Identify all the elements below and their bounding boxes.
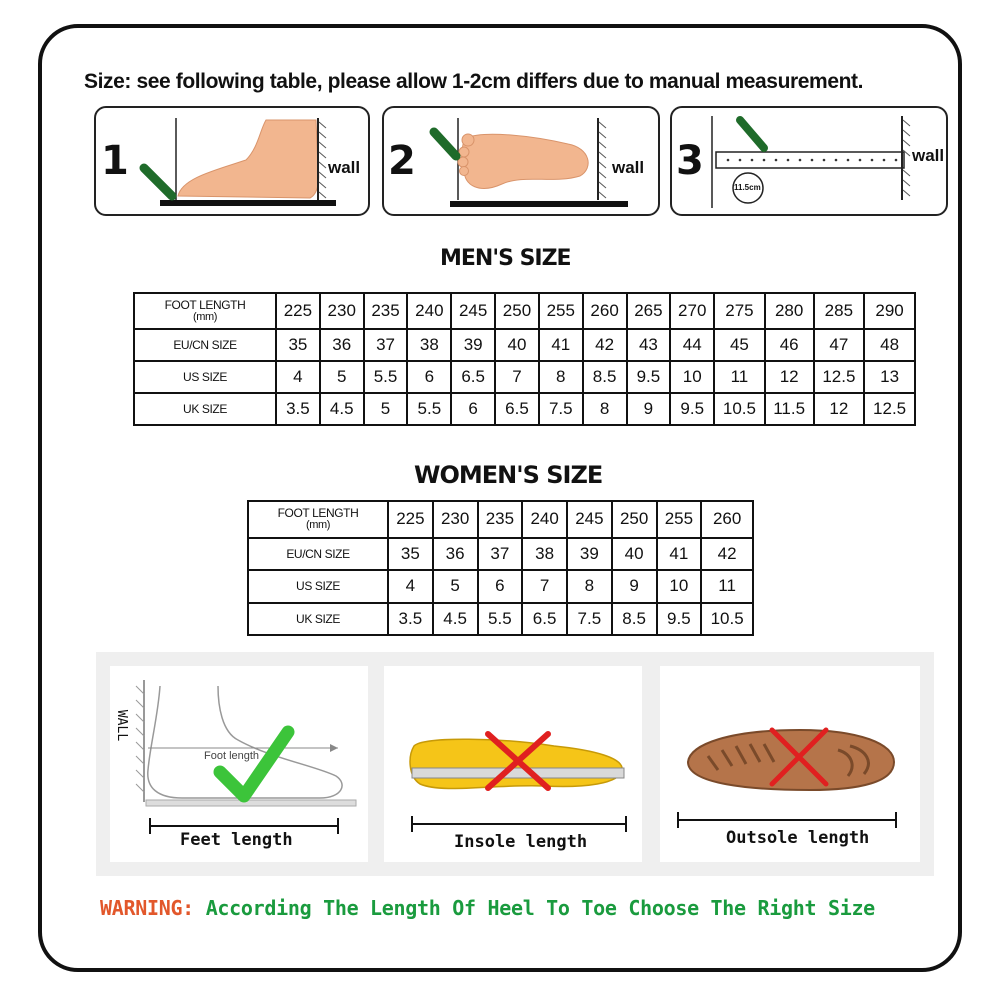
headline: Size: see following table, please allow 1-2cm differs due to manual measurement.: [84, 70, 864, 93]
step-2-number: 2: [388, 138, 416, 184]
men-us-cell: 11: [714, 361, 765, 393]
men-us-cell: 8.5: [583, 361, 627, 393]
women-uk-cell: 3.5: [388, 603, 433, 635]
women-uk-cell: 4.5: [433, 603, 478, 635]
men-us-cell: 5.5: [364, 361, 408, 393]
men-uk-cell: 10.5: [714, 393, 765, 425]
women-us-cell: 5: [433, 570, 478, 602]
men-foot-length-cell: 285: [814, 293, 865, 329]
women-uk-cell: 10.5: [701, 603, 753, 635]
warning-key: WARNING:: [100, 896, 194, 920]
men-foot-length-cell: 270: [670, 293, 714, 329]
women-eu-cell: 38: [522, 538, 567, 570]
women-uk-cell: 7.5: [567, 603, 612, 635]
women-foot-unit-label: (mm): [305, 518, 331, 531]
men-us-cell: 4: [276, 361, 320, 393]
women-eu-cell: 40: [612, 538, 657, 570]
men-eu-cell: 47: [814, 329, 865, 361]
men-uk-cell: 5.5: [407, 393, 451, 425]
step-2-wall-label: wall: [612, 158, 645, 177]
men-eu-cell: 42: [583, 329, 627, 361]
step-3-illustration: [672, 108, 948, 216]
men-eu-cell: 43: [627, 329, 671, 361]
men-uk-cell: 9.5: [670, 393, 714, 425]
men-us-cell: 7: [495, 361, 539, 393]
women-us-header: US SIZE: [248, 570, 388, 602]
step-2-card: [382, 106, 660, 216]
women-us-cell: 9: [612, 570, 657, 602]
men-foot-length-cell: 225: [276, 293, 320, 329]
women-us-cell: 6: [478, 570, 523, 602]
women-foot-length-cell: 245: [567, 501, 612, 538]
men-us-cell: 5: [320, 361, 364, 393]
men-us-cell: 12.5: [814, 361, 865, 393]
women-foot-length-cell: 235: [478, 501, 523, 538]
women-size-title: WOMEN'S SIZE: [414, 461, 603, 489]
women-foot-length-cell: 255: [657, 501, 702, 538]
men-us-cell: 6.5: [451, 361, 495, 393]
women-foot-length-row: [248, 501, 753, 538]
men-foot-length-cell: 230: [320, 293, 364, 329]
outsole-length-label: Outsole length: [726, 828, 870, 848]
feet-length-panel: [110, 666, 368, 862]
men-eu-cell: 46: [765, 329, 814, 361]
women-uk-cell: 6.5: [522, 603, 567, 635]
men-us-cell: 13: [864, 361, 915, 393]
men-eu-header: EU/CN SIZE: [134, 329, 276, 361]
men-eu-cell: 44: [670, 329, 714, 361]
step-3-card: [670, 106, 948, 216]
men-uk-cell: 4.5: [320, 393, 364, 425]
women-foot-length-cell: 250: [612, 501, 657, 538]
men-uk-cell: 6: [451, 393, 495, 425]
step-3-measure-label: 11.5cm: [734, 183, 761, 192]
women-us-cell: 11: [701, 570, 753, 602]
men-uk-cell: 12: [814, 393, 865, 425]
men-uk-cell: 8: [583, 393, 627, 425]
women-foot-length-cell: 225: [388, 501, 433, 538]
outsole-length-panel: [660, 666, 920, 862]
men-us-cell: 6: [407, 361, 451, 393]
men-us-row: [134, 361, 915, 393]
feet-length-label: Feet length: [180, 830, 293, 850]
men-eu-cell: 39: [451, 329, 495, 361]
men-foot-length-label: FOOT LENGTH: [164, 297, 246, 312]
men-foot-length-cell: 255: [539, 293, 583, 329]
women-foot-length-label: FOOT LENGTH: [277, 505, 359, 520]
men-foot-length-cell: 260: [583, 293, 627, 329]
step-1-card: [94, 106, 370, 216]
women-foot-length-header: [248, 501, 388, 538]
men-foot-unit-label: (mm): [192, 310, 218, 323]
feet-length-wall-label: WALL: [114, 709, 130, 742]
women-eu-cell: 42: [701, 538, 753, 570]
men-uk-cell: 7.5: [539, 393, 583, 425]
men-foot-length-cell: 265: [627, 293, 671, 329]
men-uk-header: UK SIZE: [134, 393, 276, 425]
women-uk-cell: 9.5: [657, 603, 702, 635]
men-us-cell: 10: [670, 361, 714, 393]
men-eu-row: [134, 329, 915, 361]
women-uk-row: [248, 603, 753, 635]
men-eu-cell: 41: [539, 329, 583, 361]
step-3-wall-label: wall: [912, 146, 945, 165]
women-uk-cell: 5.5: [478, 603, 523, 635]
women-eu-cell: 36: [433, 538, 478, 570]
men-uk-cell: 3.5: [276, 393, 320, 425]
women-uk-cell: 8.5: [612, 603, 657, 635]
men-foot-length-cell: 235: [364, 293, 408, 329]
women-eu-row: [248, 538, 753, 570]
women-eu-cell: 37: [478, 538, 523, 570]
women-foot-length-cell: 240: [522, 501, 567, 538]
women-us-cell: 10: [657, 570, 702, 602]
women-eu-cell: 39: [567, 538, 612, 570]
women-size-table: [247, 500, 754, 636]
women-us-cell: 7: [522, 570, 567, 602]
men-foot-length-header: [134, 293, 276, 329]
step-3-number: 3: [676, 138, 704, 184]
men-foot-length-cell: 275: [714, 293, 765, 329]
men-us-header: US SIZE: [134, 361, 276, 393]
women-us-row: [248, 570, 753, 602]
men-uk-cell: 11.5: [765, 393, 814, 425]
men-eu-cell: 48: [864, 329, 915, 361]
men-foot-length-cell: 280: [765, 293, 814, 329]
women-uk-header: UK SIZE: [248, 603, 388, 635]
men-foot-length-cell: 290: [864, 293, 915, 329]
men-eu-cell: 35: [276, 329, 320, 361]
insole-length-panel: [384, 666, 642, 862]
men-eu-cell: 37: [364, 329, 408, 361]
men-size-title: MEN'S SIZE: [440, 246, 571, 271]
men-uk-cell: 12.5: [864, 393, 915, 425]
women-foot-length-cell: 230: [433, 501, 478, 538]
women-eu-cell: 35: [388, 538, 433, 570]
men-foot-length-cell: 240: [407, 293, 451, 329]
women-eu-cell: 41: [657, 538, 702, 570]
warning-line: [100, 896, 875, 920]
feet-length-ruler-text: Foot length: [204, 750, 260, 762]
insole-length-label: Insole length: [454, 832, 588, 852]
men-uk-cell: 6.5: [495, 393, 539, 425]
women-us-cell: 4: [388, 570, 433, 602]
men-foot-length-row: [134, 293, 915, 329]
men-eu-cell: 38: [407, 329, 451, 361]
men-foot-length-cell: 245: [451, 293, 495, 329]
men-uk-cell: 5: [364, 393, 408, 425]
men-us-cell: 12: [765, 361, 814, 393]
warning-message: According The Length Of Heel To Toe Choose The Right Size: [205, 896, 875, 920]
men-uk-cell: 9: [627, 393, 671, 425]
step-1-number: 1: [101, 138, 129, 184]
men-us-cell: 9.5: [627, 361, 671, 393]
women-us-cell: 8: [567, 570, 612, 602]
men-eu-cell: 40: [495, 329, 539, 361]
men-foot-length-cell: 250: [495, 293, 539, 329]
step-1-wall-label: wall: [328, 158, 361, 177]
women-foot-length-cell: 260: [701, 501, 753, 538]
women-eu-header: EU/CN SIZE: [248, 538, 388, 570]
men-size-table: [133, 292, 916, 426]
men-eu-cell: 36: [320, 329, 364, 361]
men-us-cell: 8: [539, 361, 583, 393]
men-eu-cell: 45: [714, 329, 765, 361]
men-uk-row: [134, 393, 915, 425]
